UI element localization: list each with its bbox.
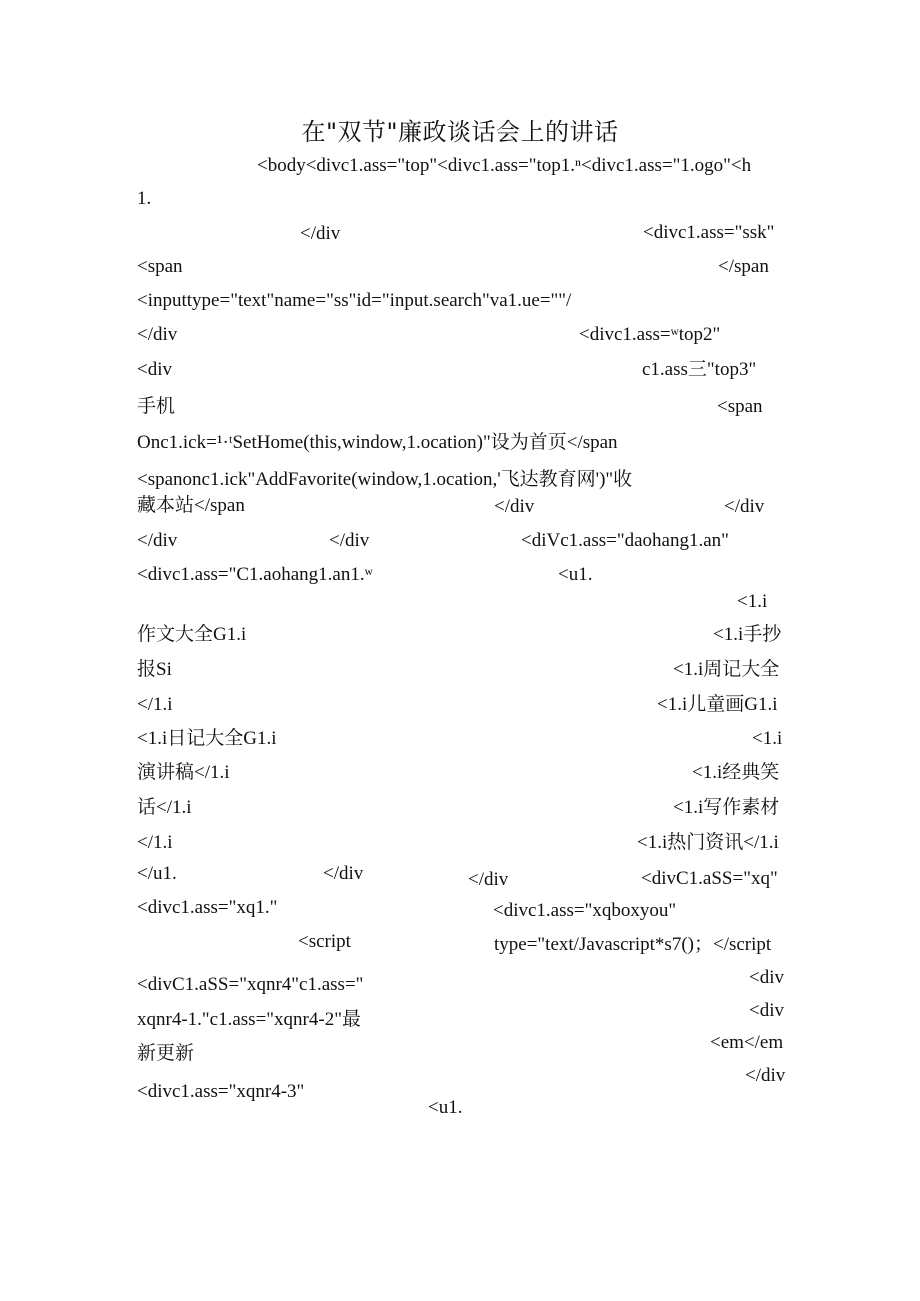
text-line: <div bbox=[749, 1000, 784, 1021]
text-line: xqnr4-1."c1.ass="xqnr4-2"最 bbox=[137, 1009, 361, 1030]
text-line: </div bbox=[300, 223, 341, 244]
text-line: <divc1.ass="C1.aohang1.an1.ʷ bbox=[137, 564, 373, 585]
text-line: <body<divc1.ass="top"<divc1.ass="top1.ⁿ<divc1.ass="1.ogo"<h bbox=[257, 155, 752, 176]
text-line: </div bbox=[329, 530, 370, 551]
text-line: 藏本站</span bbox=[137, 495, 245, 516]
text-line: <1.i经典笑 bbox=[692, 762, 780, 783]
text-line: 作文大全G1.i bbox=[137, 624, 247, 645]
text-line: </div bbox=[494, 496, 535, 517]
text-line: <divc1.ass=ʷtop2" bbox=[579, 324, 721, 345]
text-line: </u1. bbox=[137, 863, 177, 884]
text-line: 报Si bbox=[137, 659, 172, 680]
text-line: <1.i写作素材 bbox=[673, 797, 780, 818]
text-line: <u1. bbox=[558, 564, 593, 585]
text-line: </div bbox=[468, 869, 509, 890]
text-line: <1.i bbox=[737, 591, 768, 612]
text-line: <divC1.aSS="xqnr4"c1.ass=" bbox=[137, 974, 364, 995]
text-line: 新更新 bbox=[137, 1043, 195, 1064]
text-line: <span bbox=[717, 396, 763, 417]
text-line: <em</em bbox=[710, 1032, 784, 1053]
text-line: <1.i bbox=[752, 728, 783, 749]
text-line: <div bbox=[749, 967, 784, 988]
document-title: 在"双节"廉政谈话会上的讲话 bbox=[301, 118, 619, 146]
text-line: <divc1.ass="xqnr4-3" bbox=[137, 1081, 305, 1102]
text-line: <divc1.ass="ssk" bbox=[643, 222, 775, 243]
text-line: <u1. bbox=[428, 1097, 463, 1118]
text-line: 演讲稿</1.i bbox=[137, 762, 230, 783]
text-line: <divc1.ass="xq1." bbox=[137, 897, 278, 918]
text-line: <div bbox=[137, 359, 172, 380]
text-line: <spanonc1.ick"AddFavorite(window,1.ocation,'飞达教育网')"收 bbox=[137, 469, 633, 490]
text-line: <span bbox=[137, 256, 183, 277]
text-line: <1.i周记大全 bbox=[673, 659, 780, 680]
text-line: <divC1.aSS="xq" bbox=[641, 868, 778, 889]
text-line: type="text/Javascript*s7()；</script bbox=[494, 934, 772, 955]
text-line: </span bbox=[718, 256, 769, 277]
text-line: </div bbox=[137, 324, 178, 345]
text-line: </1.i bbox=[137, 832, 173, 853]
text-line: <script bbox=[298, 931, 351, 952]
text-line: <diVc1.ass="daohang1.an" bbox=[521, 530, 729, 551]
text-line: <1.i儿童画G1.i bbox=[657, 694, 778, 715]
text-line: </div bbox=[745, 1065, 786, 1086]
text-line: <1.i手抄 bbox=[713, 624, 782, 645]
text-line: </1.i bbox=[137, 694, 173, 715]
text-line: <1.i日记大全G1.i bbox=[137, 728, 277, 749]
text-line: c1.ass三"top3" bbox=[642, 359, 757, 380]
text-line: </div bbox=[137, 530, 178, 551]
text-line: </div bbox=[724, 496, 765, 517]
text-line: 话</1.i bbox=[137, 797, 192, 818]
text-line: 手机 bbox=[137, 396, 176, 417]
text-line: 1. bbox=[137, 188, 152, 209]
text-line: <divc1.ass="xqboxyou" bbox=[493, 900, 677, 921]
text-line: <inputtype="text"name="ss"id="input.search"va1.ue=""/ bbox=[137, 290, 572, 311]
text-line: Onc1.ick=¹·ᵗSetHome(this,window,1.ocation)"设为首页</span bbox=[137, 432, 618, 453]
text-line: </div bbox=[323, 863, 364, 884]
text-line: <1.i热门资讯</1.i bbox=[637, 832, 779, 853]
